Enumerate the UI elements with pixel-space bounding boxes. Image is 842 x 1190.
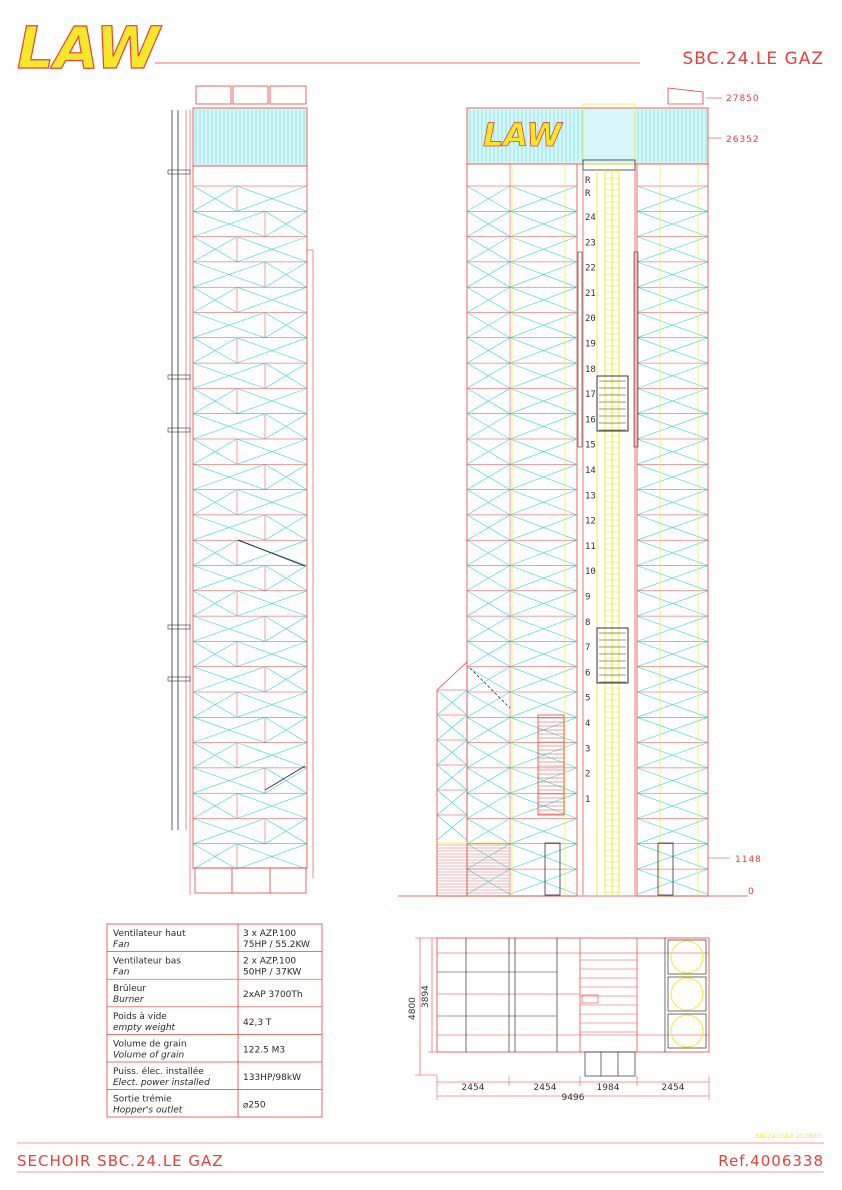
plan-width-4: 2454 bbox=[661, 1083, 685, 1093]
level-marker: 2 bbox=[585, 769, 591, 780]
header bbox=[17, 14, 824, 82]
plan-depth-inner: 3894 bbox=[421, 985, 431, 1008]
level-marker: 11 bbox=[585, 541, 596, 552]
level-marker: 14 bbox=[585, 466, 596, 476]
spec-label-fr: Ventilateur bas bbox=[113, 956, 181, 967]
height-ground: 0 bbox=[748, 887, 755, 897]
model-code: SBC.24.LE GAZ bbox=[682, 49, 824, 69]
front-left-annex bbox=[437, 662, 467, 896]
spec-value: 75HP / 55.2KW bbox=[243, 940, 310, 950]
height-plenum: 26352 bbox=[726, 135, 760, 145]
spec-value: 122.5 M3 bbox=[243, 1045, 286, 1056]
spec-label-fr: Sortie trémie bbox=[113, 1094, 172, 1105]
level-marker: 23 bbox=[585, 238, 596, 249]
spec-label-en: Elect. power installed bbox=[113, 1078, 210, 1088]
law-logo bbox=[17, 14, 163, 82]
spec-label-fr: Poids à vide bbox=[113, 1011, 167, 1022]
central-ladder bbox=[583, 170, 635, 895]
level-marker: 5 bbox=[585, 693, 591, 704]
spec-label-fr: Volume de grain bbox=[113, 1039, 187, 1050]
level-marker: 13 bbox=[585, 491, 596, 502]
level-marker: 7 bbox=[585, 643, 591, 654]
plan-width-3: 1984 bbox=[596, 1083, 620, 1093]
level-marker: 10 bbox=[585, 567, 596, 578]
height-top: 27850 bbox=[726, 94, 760, 104]
level-marker: 1 bbox=[585, 794, 591, 805]
level-marker: R bbox=[585, 176, 591, 186]
spec-label-en: empty weight bbox=[113, 1022, 176, 1033]
level-marker: 4 bbox=[585, 719, 591, 729]
spec-value: 42,3 T bbox=[243, 1017, 272, 1028]
level-marker: 19 bbox=[585, 339, 596, 350]
side-elevation bbox=[168, 86, 313, 895]
plan-width-1: 2454 bbox=[461, 1083, 485, 1093]
spec-label-en: Fan bbox=[113, 940, 130, 950]
side-column-body bbox=[193, 166, 307, 868]
level-marker: R bbox=[585, 189, 591, 199]
level-marker: 24 bbox=[585, 213, 596, 223]
footer-small-note: SBC24.LGAZ 10.08/05 bbox=[755, 1133, 822, 1140]
footer bbox=[17, 1133, 824, 1172]
level-markers bbox=[585, 176, 596, 805]
spec-value: 2xAP 3700Th bbox=[243, 990, 303, 1001]
spec-value: 133HP/98kW bbox=[243, 1073, 301, 1083]
side-top-plenum bbox=[193, 108, 307, 166]
front-right-column bbox=[637, 164, 708, 896]
footer-title: SECHOIR SBC.24.LE GAZ bbox=[17, 1152, 224, 1170]
level-marker: 16 bbox=[585, 415, 596, 426]
front-logo: LAW bbox=[483, 116, 562, 154]
side-ladder bbox=[168, 110, 190, 895]
plan-total-width: 9496 bbox=[561, 1093, 585, 1103]
spec-label-en: Hopper's outlet bbox=[113, 1105, 183, 1116]
spec-label-fr: Brûleur bbox=[113, 984, 147, 995]
level-marker: 17 bbox=[585, 390, 596, 401]
level-marker: 21 bbox=[585, 288, 596, 299]
spec-value: 3 x AZP.100 bbox=[243, 929, 297, 939]
level-marker: 22 bbox=[585, 263, 596, 274]
spec-table bbox=[107, 924, 322, 1117]
footer-reference: Ref.4006338 bbox=[718, 1152, 824, 1170]
level-marker: 6 bbox=[585, 668, 591, 679]
plan-fans bbox=[668, 940, 706, 1048]
level-marker: 20 bbox=[585, 314, 596, 325]
level-marker: 9 bbox=[585, 592, 591, 603]
logo-text: LAW bbox=[17, 14, 160, 82]
spec-label-en: Fan bbox=[113, 967, 130, 978]
spec-label-en: Volume of grain bbox=[113, 1050, 185, 1061]
spec-value: 2 x AZP.100 bbox=[243, 956, 297, 967]
level-marker: 3 bbox=[585, 744, 591, 755]
level-marker: 8 bbox=[585, 617, 591, 628]
spec-label-fr: Puiss. élec. installée bbox=[113, 1067, 204, 1077]
level-marker: 18 bbox=[585, 364, 596, 375]
height-dimensions bbox=[706, 94, 762, 897]
front-elevation bbox=[398, 88, 762, 897]
height-base: 1148 bbox=[735, 855, 762, 865]
spec-value: 50HP / 37KW bbox=[243, 967, 302, 978]
spec-value: ⌀250 bbox=[243, 1100, 266, 1111]
plan-view bbox=[408, 938, 709, 1103]
spec-label-fr: Ventilateur haut bbox=[113, 929, 186, 939]
spec-label-en: Burner bbox=[113, 995, 144, 1006]
plan-depth-outer: 4800 bbox=[408, 997, 418, 1020]
level-marker: 12 bbox=[585, 516, 596, 527]
level-marker: 15 bbox=[585, 440, 596, 451]
plan-width-2: 2454 bbox=[533, 1083, 557, 1093]
